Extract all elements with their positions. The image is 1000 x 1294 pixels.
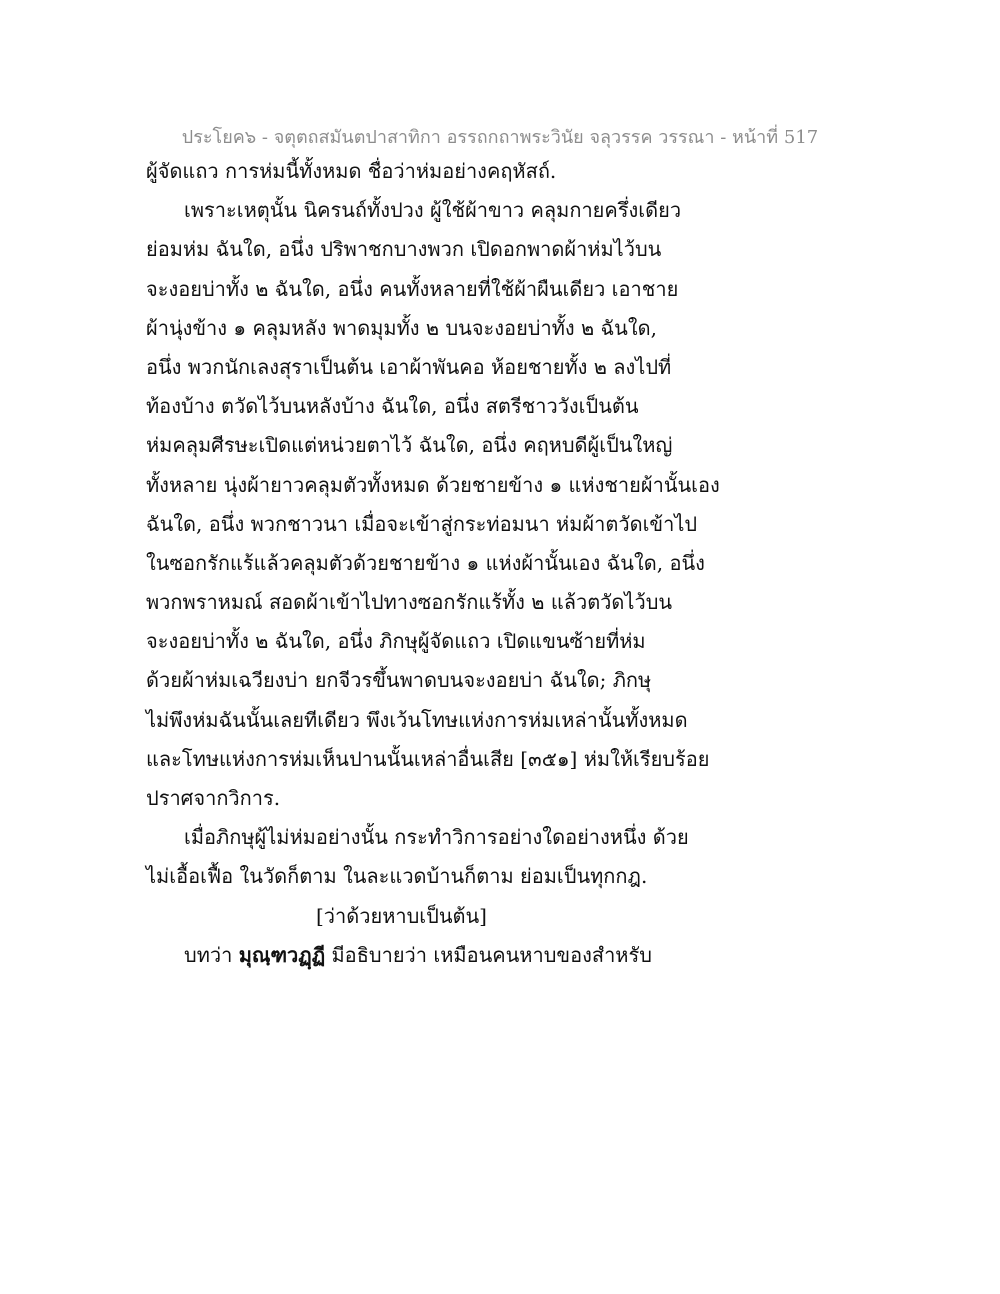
text-line: ผู้จัดแถว การห่มนี้ทั้งหมด ชื่อว่าห่มอย่างคฤหัสถ์. bbox=[146, 159, 557, 183]
running-header: ประโยค๖ - จตุตถสมันตปาสาทิกา อรรถกถาพระวินัย จลุวรรค วรรณา - หน้าที่ 517 bbox=[181, 127, 819, 148]
paragraph-start-line: เพราะเหตุนั้น นิครนถ์ทั้งปวง ผู้ใช้ผ้าขาว คลุมกายครึ่งเดียว bbox=[184, 198, 682, 223]
text-line: และโทษแห่งการห่มเห็นปานนั้นเหล่าอื่นเสีย [๓๕๑] ห่มให้เรียบร้อย bbox=[146, 746, 710, 771]
text-line: จะงอยบ่าทั้ง ๒ ฉันใด, อนึ่ง คนทั้งหลายที่ใช้ผ้าผืนเดียว เอาชาย bbox=[146, 276, 679, 301]
text-line: ในซอกรักแร้แล้วคลุมตัวด้วยชายข้าง ๑ แห่งผ้านั้นเอง ฉันใด, อนึ่ง bbox=[146, 550, 705, 575]
text-line: ฉันใด, อนึ่ง พวกชาวนา เมื่อจะเข้าสู่กระท่อมนา ห่มผ้าตวัดเข้าไป bbox=[146, 511, 698, 536]
body-text bbox=[146, 152, 720, 975]
text-line: อนึ่ง พวกนักเลงสุราเป็นต้น เอาผ้าพันคอ ห้อยชายทั้ง ๒ ลงไปที่ bbox=[146, 354, 672, 379]
text-line: ด้วยผ้าห่มเฉวียงบ่า ยกจีวรขึ้นพาดบนจะงอยบ่า ฉันใด; ภิกษุ bbox=[146, 668, 652, 693]
section-heading: [ว่าด้วยหาบเป็นต้น] bbox=[316, 903, 487, 928]
text-line: ทั้งหลาย นุ่งผ้ายาวคลุมตัวทั้งหมด ด้วยชายข้าง ๑ แห่งชายผ้านั้นเอง bbox=[146, 472, 720, 497]
text-line: ห่มคลุมศีรษะเปิดแต่หน่วยตาไว้ ฉันใด, อนึ่ง คฤหบดีผู้เป็นใหญ่ bbox=[146, 433, 673, 458]
paragraph-start-line bbox=[146, 936, 706, 975]
text-line: ผ้านุ่งข้าง ๑ คลุมหลัง พาดมุมทั้ง ๒ บนจะงอยบ่าทั้ง ๒ ฉันใด, bbox=[146, 315, 657, 340]
pali-term: มุณฺฑวฏฺฏี bbox=[238, 942, 326, 967]
text-segment: มีอธิบายว่า เหมือนคนหาบของสำหรับ bbox=[325, 942, 652, 967]
text-line: จะงอยบ่าทั้ง ๒ ฉันใด, อนึ่ง ภิกษุผู้จัดแถว เปิดแขนซ้ายที่ห่ม bbox=[146, 629, 646, 654]
text-segment: บทว่า bbox=[184, 942, 239, 967]
text-line: ย่อมห่ม ฉันใด, อนึ่ง ปริพาชกบางพวก เปิดอกพาดผ้าห่มไว้บน bbox=[146, 237, 662, 262]
text-line: พวกพราหมณ์ สอดผ้าเข้าไปทางซอกรักแร้ทั้ง ๒ แล้วตวัดไว้บน bbox=[146, 590, 673, 615]
text-line: ท้องบ้าง ตวัดไว้บนหลังบ้าง ฉันใด, อนึ่ง สตรีชาววังเป็นต้น bbox=[146, 394, 639, 419]
text-line: ไม่เอื้อเฟื้อ ในวัดก็ตาม ในละแวดบ้านก็ตาม ย่อมเป็นทุกกฎ. bbox=[146, 864, 648, 889]
text-line: ปราศจากวิการ. bbox=[146, 786, 281, 810]
text-line: ไม่พึงห่มฉันนั้นเลยทีเดียว พึงเว้นโทษแห่งการห่มเหล่านั้นทั้งหมด bbox=[146, 707, 688, 732]
paragraph-start-line: เมื่อภิกษุผู้ไม่ห่มอย่างนั้น กระทำวิการอย่างใดอย่างหนึ่ง ด้วย bbox=[184, 825, 689, 850]
